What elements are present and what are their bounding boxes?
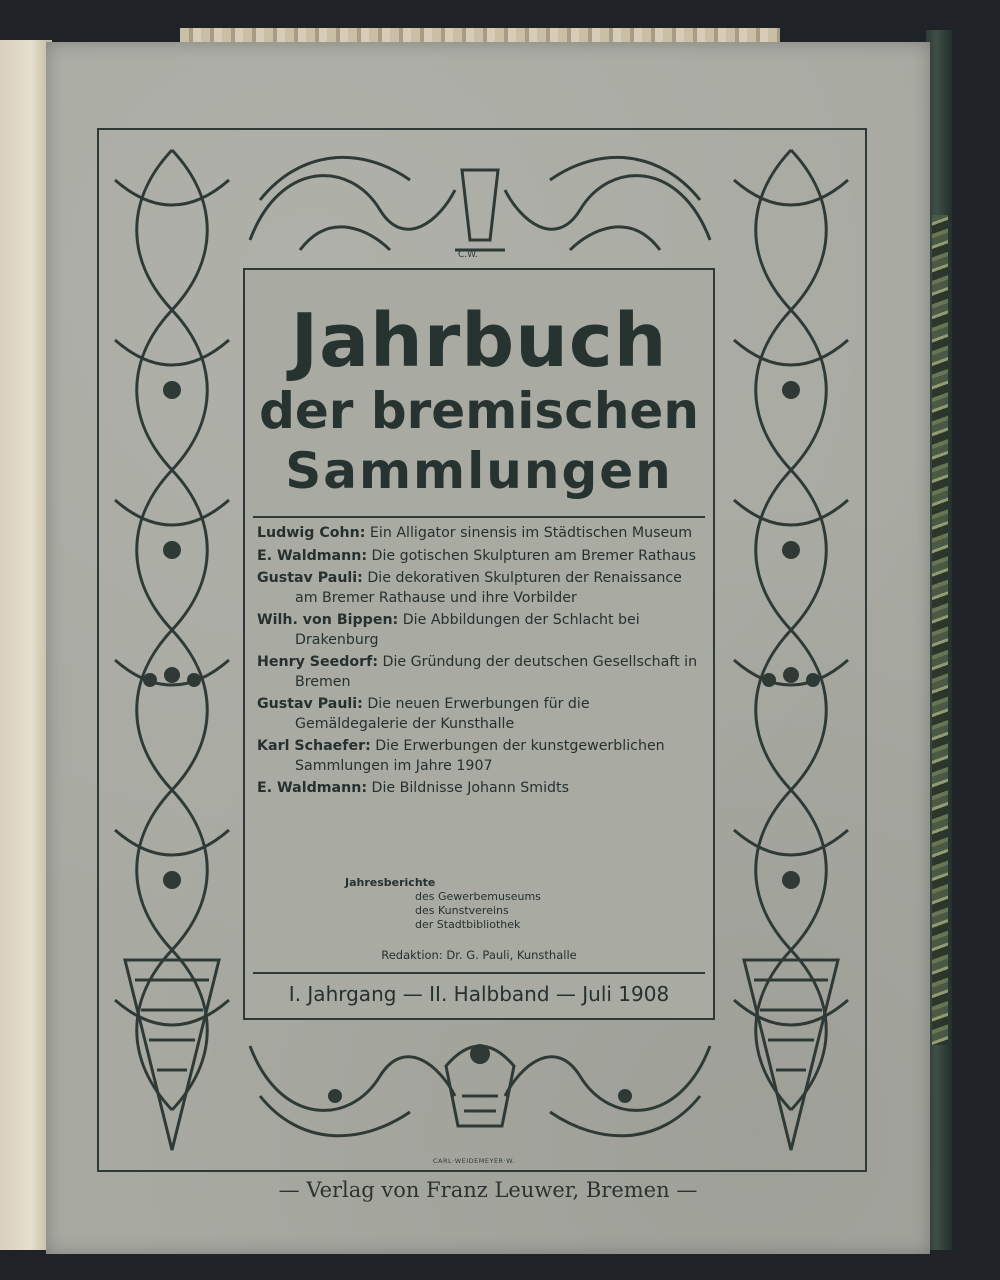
annual-reports [345, 876, 675, 932]
title-line-1: Jahrbuch [290, 298, 668, 384]
contents-entry: Karl Schaefer: Die Erwerbungen der kunstgewerblichen Sammlungen im Jahre 1907 [257, 738, 665, 774]
reports-heading: Jahresberichte [345, 876, 436, 889]
contents-entry: E. Waldmann: Die gotischen Skulpturen am Bremer Rathaus [257, 547, 697, 564]
title-panel [243, 268, 715, 1020]
worn-top-edge [180, 28, 780, 42]
left-ornament-column [105, 140, 239, 1160]
contents-entry: E. Waldmann: Die Bildnisse Johann Smidts [257, 780, 569, 796]
artist-signature: CARL·WEIDEMEYER·W. [433, 1157, 515, 1165]
contents-entry: Henry Seedorf: Die Gründung der deutschen Gesellschaft in Bremen [257, 654, 698, 690]
report-item: des Kunstvereins [415, 904, 509, 917]
contents-entry: Ludwig Cohn: Ein Alligator sinensis im Städtischen Museum [257, 525, 693, 541]
contents-entry: Wilh. von Bippen: Die Abbildungen der Schlacht bei Drakenburg [257, 612, 640, 648]
editor-line: Redaktion: Dr. G. Pauli, Kunsthalle [381, 948, 577, 962]
publisher-line: — Verlag von Franz Leuwer, Bremen — [278, 1178, 698, 1202]
title-line-3: Sammlungen [285, 442, 673, 500]
report-item: des Gewerbemuseums [415, 890, 541, 903]
report-item: der Stadtbibliothek [415, 918, 521, 931]
monogram: C.W. [458, 250, 478, 260]
title-line-2: der bremischen [259, 382, 699, 440]
marbled-edge [932, 215, 948, 1045]
contents-entry: Gustav Pauli: Die dekorativen Skulpturen der Renaissance am Bremer Rathause und ihre Vorbilder [257, 570, 682, 606]
issue-divider [253, 972, 705, 974]
left-page-edge [0, 40, 52, 1250]
contents-entry: Gustav Pauli: Die neuen Erwerbungen für die Gemäldegalerie der Kunsthalle [257, 696, 590, 732]
title-divider [253, 516, 705, 518]
table-of-contents [257, 524, 703, 802]
top-ornament-band [240, 140, 720, 262]
bottom-ornament-band [240, 1026, 720, 1154]
issue-line: I. Jahrgang — II. Halbband — Juli 1908 [288, 982, 670, 1006]
right-ornament-column [724, 140, 858, 1160]
